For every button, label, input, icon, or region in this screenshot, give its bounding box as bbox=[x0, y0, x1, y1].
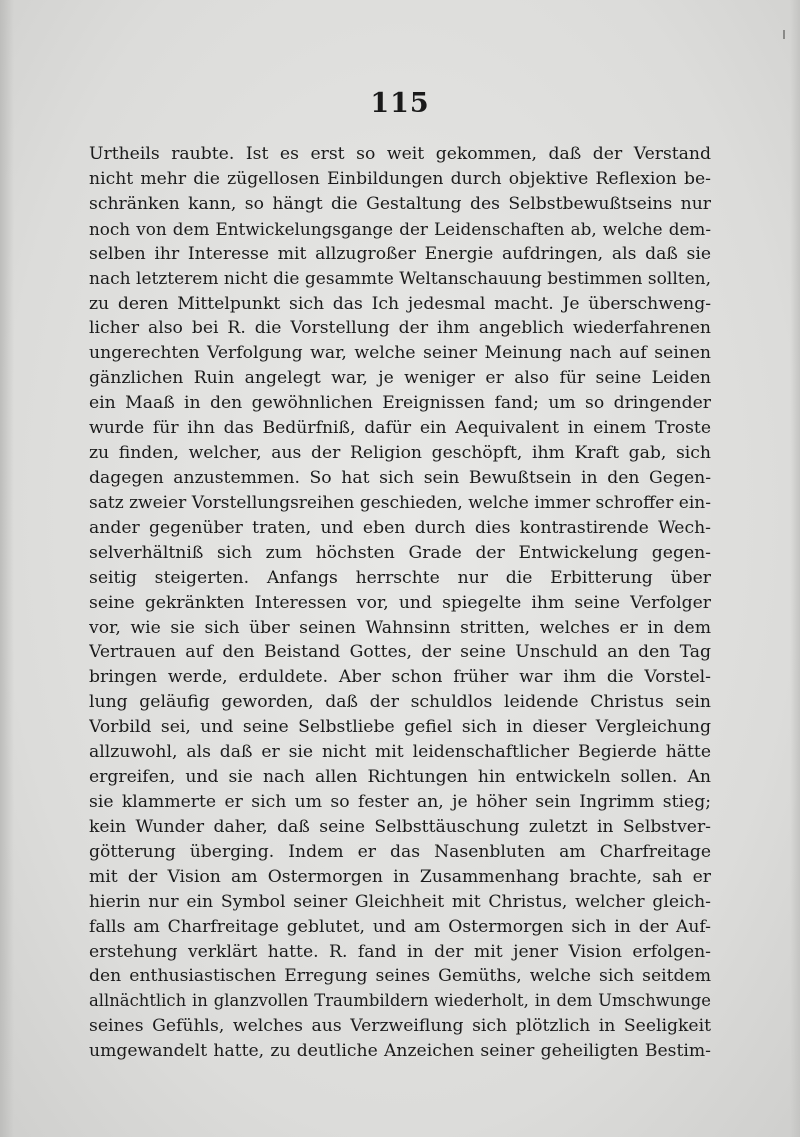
text-line: falls am Charfreitage geblutet, und am Ostermorgen sich in der Auf- bbox=[89, 916, 711, 937]
text-line: mit der Vision am Ostermorgen in Zusammenhang brachte, sah er bbox=[89, 866, 711, 887]
text-line: Urtheils raubte. Ist es erst so weit gekommen, daß der Verstand bbox=[89, 144, 711, 164]
scan-speck bbox=[783, 30, 785, 39]
text-line: selben ihr Interesse mit allzugroßer Energie aufdringen, als daß sie bbox=[89, 243, 711, 264]
text-line: nach letzterem nicht die gesammte Weltanschauung bestimmen sollten, bbox=[89, 268, 711, 289]
text-line: götterung überging. Indem er das Nasenbluten am Charfreitage bbox=[89, 841, 711, 862]
text-line: hierin nur ein Symbol seiner Gleichheit mit Christus, welcher gleich- bbox=[89, 891, 711, 912]
text-line: bringen werde, erduldete. Aber schon früher war ihm die Vorstel- bbox=[89, 667, 711, 688]
text-line: sie klammerte er sich um so fester an, je höher sein Ingrimm stieg; bbox=[89, 791, 711, 812]
text-line: Vertrauen auf den Beistand Gottes, der seine Unschuld an den Tag bbox=[89, 642, 711, 663]
page-number: 115 bbox=[370, 88, 430, 119]
page-edge-shadow-right bbox=[790, 0, 800, 1137]
page-edge-shadow-left bbox=[0, 0, 14, 1137]
text-line: lung geläufig geworden, daß der schuldlos leidende Christus sein bbox=[89, 692, 711, 713]
text-line: gänzlichen Ruin angelegt war, je weniger er also für seine Leiden bbox=[89, 368, 711, 389]
text-line: nicht mehr die zügellosen Einbildungen durch objektive Reflexion be- bbox=[89, 168, 711, 189]
text-line: umgewandelt hatte, zu deutliche Anzeichen seiner geheiligten Bestim- bbox=[89, 1041, 711, 1062]
text-line: kein Wunder daher, daß seine Selbsttäuschung zuletzt in Selbstver- bbox=[89, 816, 711, 837]
text-line: erstehung verklärt hatte. R. fand in der mit jener Vision erfolgen- bbox=[89, 941, 711, 962]
text-line: schränken kann, so hängt die Gestaltung des Selbstbewußtseins nur bbox=[89, 193, 711, 214]
text-line: Vorbild sei, und seine Selbstliebe gefiel sich in dieser Vergleichung bbox=[89, 717, 711, 738]
text-line: vor, wie sie sich über seinen Wahnsinn stritten, welches er in dem bbox=[89, 617, 711, 638]
text-line: zu deren Mittelpunkt sich das Ich jedesmal macht. Je überschweng- bbox=[89, 293, 711, 314]
text-line: dagegen anzustemmen. So hat sich sein Bewußtsein in den Gegen- bbox=[89, 467, 711, 488]
body-text bbox=[89, 142, 711, 1064]
text-line: satz zweier Vorstellungsreihen geschieden, welche immer schroffer ein- bbox=[89, 492, 711, 513]
text-line: ander gegenüber traten, und eben durch dies kontrastirende Wech- bbox=[89, 517, 711, 538]
text-line: den enthusiastischen Erregung seines Gemüths, welche sich seitdem bbox=[89, 966, 711, 987]
text-line: allzuwohl, als daß er sie nicht mit leidenschaftlicher Begierde hätte bbox=[89, 742, 711, 763]
text-line: ungerechten Verfolgung war, welche seiner Meinung nach auf seinen bbox=[89, 343, 711, 364]
text-line: seines Gefühls, welches aus Verzweiflung sich plötzlich in Seeligkeit bbox=[89, 1016, 711, 1037]
text-line: selverhältniß sich zum höchsten Grade der Entwickelung gegen- bbox=[89, 542, 711, 563]
text-line: zu finden, welcher, aus der Religion geschöpft, ihm Kraft gab, sich bbox=[89, 443, 711, 464]
text-line: seitig steigerten. Anfangs herrschte nur die Erbitterung über bbox=[89, 567, 711, 588]
text-line: noch von dem Entwickelungsgange der Leidenschaften ab, welche dem- bbox=[89, 218, 711, 239]
text-line: allnächtlich in glanzvollen Traumbildern wiederholt, in dem Umschwunge bbox=[89, 991, 711, 1011]
text-line: seine gekränkten Interessen vor, und spiegelte ihm seine Verfolger bbox=[89, 592, 711, 613]
text-line: ergreifen, und sie nach allen Richtungen hin entwickeln sollen. An bbox=[89, 767, 711, 788]
text-line: licher also bei R. die Vorstellung der ihm angeblich wiederfahrenen bbox=[89, 318, 711, 339]
text-line: ein Maaß in den gewöhnlichen Ereignissen fand; um so dringender bbox=[89, 393, 711, 414]
text-line: wurde für ihn das Bedürfniß, dafür ein Aequivalent in einem Troste bbox=[89, 418, 711, 439]
